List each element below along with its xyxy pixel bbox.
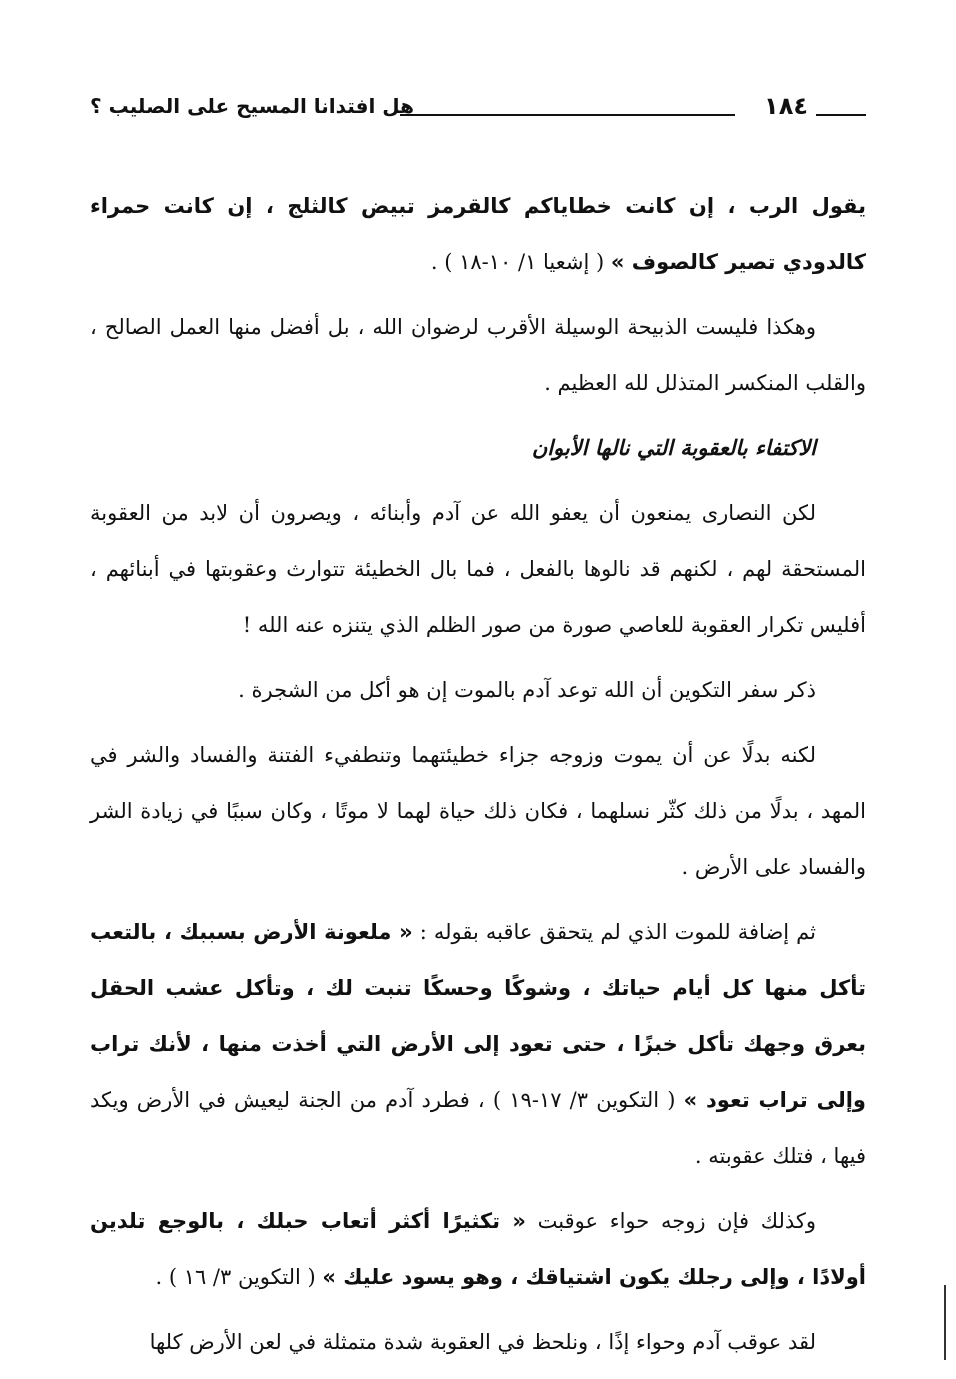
eve-curse-citation: ( التكوين ٣/ ١٦ ) . [155, 1265, 323, 1289]
quote-genesis-adam: « ملعونة الأرض بسببك ، بالتعب تأكل منها كل أيام حياتك ، وشوكًا وحسكًا تنبت لك ، وتأكل عشب الحقل بعرق وجهك تأكل خبزًا ، حتى تعود إلى الأرض التي أخذت منها ، لأنك تراب وإلى تراب تعود » [90, 920, 866, 1112]
adam-curse-intro: ثم إضافة للموت الذي لم يتحقق عاقبه بقوله : [412, 920, 816, 944]
eve-curse-intro: وكذلك فإن زوجه حواء عوقبت [525, 1209, 817, 1233]
header-rule-right [816, 114, 866, 116]
paragraph-sacrifice: وهكذا فليست الذبيحة الوسيلة الأقرب لرضوان الله ، بل أفضل منها العمل الصالح ، والقلب المنكسر المتذلل لله العظيم . [90, 315, 866, 395]
paragraph-conclusion: لقد عوقب آدم وحواء إذًا ، ونلحظ في العقوبة شدة متمثلة في لعن الأرض كلها [149, 1330, 816, 1354]
page-number: ١٨٤ [764, 92, 808, 120]
quote-genesis-eve: « تكثيرًا أكثر أتعاب حبلك ، بالوجع تلدين أولادًا ، وإلى رجلك يكون اشتياقك ، وهو يسود عليك » [90, 1209, 866, 1289]
page-header [90, 92, 866, 132]
quote-isaiah: يقول الرب ، إن كانت خطاياكم كالقرمز تبيض كالثلج ، إن كانت حمراء كالدودي تصير كالصوف » [90, 194, 866, 274]
paragraph-genesis-threat: ذكر سفر التكوين أن الله توعد آدم بالموت إن هو أكل من الشجرة . [238, 678, 816, 702]
section-heading: الاكتفاء بالعقوبة التي نالها الأبوان [531, 436, 816, 460]
running-title: هل افتدانا المسيح على الصليب ؟ [90, 94, 415, 118]
paragraph-eve-curse [90, 1193, 866, 1305]
paragraph-punishment: لكن النصارى يمنعون أن يعفو الله عن آدم وأبنائه ، ويصرون أن لابد من العقوبة المستحقة لهم ، لكنهم قد نالوها بالفعل ، فما بال الخطيئة تتوارث وعقوبتها في أبنائهم ، أفليس تكرار العقوبة للعاصي صورة من صور الظلم الذي يتنزه عنه الله ! [90, 501, 866, 637]
paragraph-offspring: لكنه بدلًا عن أن يموت وزوجه جزاء خطيئتهما وتنطفيء الفتنة والفساد والشر في المهد ، بدلًا من ذلك كثّر نسلهما ، فكان ذلك حياة لهما لا موتًا ، وكان سببًا في زيادة الشر والفساد على الأرض . [90, 743, 866, 879]
page-edge-line [944, 1285, 946, 1360]
adam-curse-citation: ( التكوين ٣/ ١٧-١٩ ) ، فطرد آدم من الجنة ليعيش في الأرض ويكد فيها ، فتلك عقوبته . [90, 1088, 866, 1168]
paragraph-quote-isaiah [90, 178, 866, 290]
paragraph-adam-curse [90, 904, 866, 1184]
header-rule-middle [400, 114, 735, 116]
citation-isaiah: ( إشعيا ١/ ١٠-١٨ ) . [430, 250, 611, 274]
page-body [90, 178, 866, 1379]
